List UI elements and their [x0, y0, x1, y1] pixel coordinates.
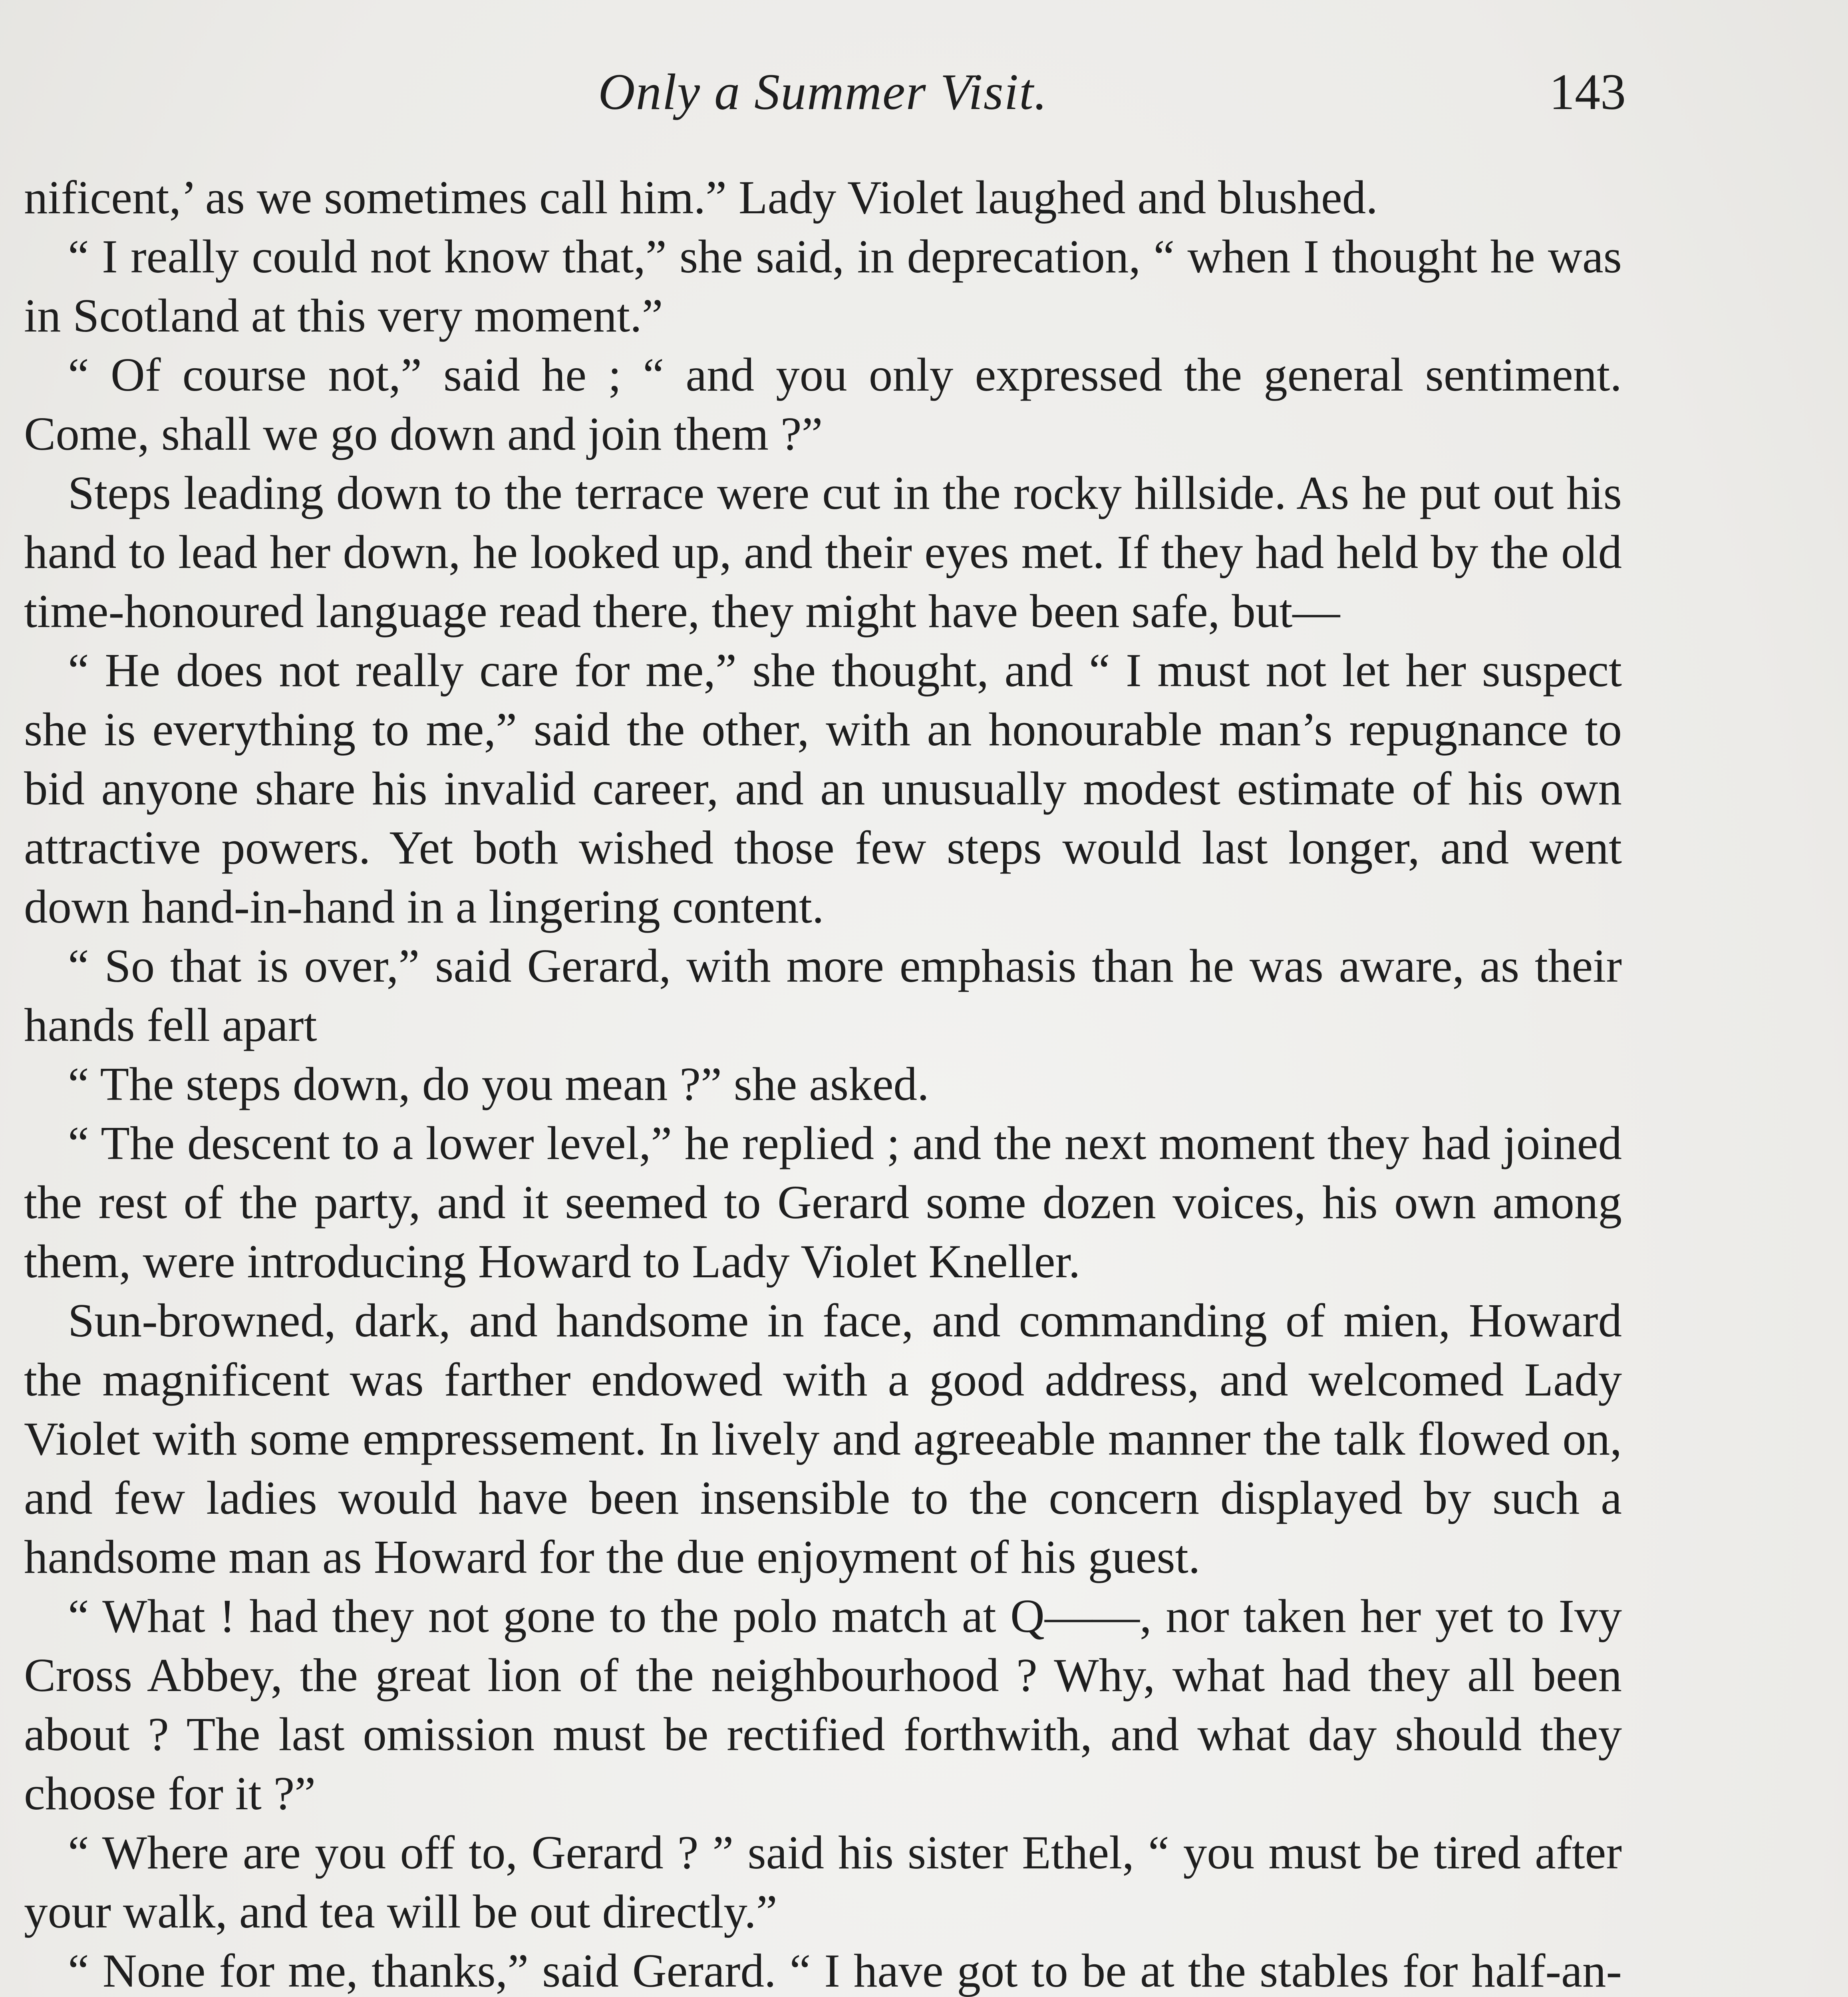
paragraph: “ The descent to a lower level,” he replied ; and the next moment they had joined the rest of the party, and it seemed to Gerard some dozen voices, his own among them, were introducing Howard to Lady Violet Kneller. — [24, 1117, 1622, 1288]
running-title: Only a Summer Visit. — [598, 64, 1048, 120]
body-text — [24, 168, 1622, 1997]
paragraph: nificent,’ as we sometimes call him.” Lady Violet laughed and blushed. — [24, 171, 1378, 224]
paragraph: “ The steps down, do you mean ?” she asked. — [68, 1058, 929, 1110]
paragraph: Sun-browned, dark, and handsome in face, and commanding of mien, Howard the magnificent was farther endowed with a good address, and welcomed Lady Violet with some empressement. In lively and agreeable manner the talk flowed on, and few ladies would have been insensible to the concern displayed by such a handsome man as Howard for the due enjoyment of his guest. — [24, 1294, 1622, 1583]
running-head — [24, 52, 1626, 140]
paragraph: Steps leading down to the terrace were cut in the rocky hillside. As he put out his hand to lead her down, he looked up, and their eyes met. If they had held by the old time-honoured language read there, they might have been safe, but— — [24, 466, 1622, 637]
page-number: 143 — [1549, 64, 1626, 120]
paragraph: “ Of course not,” said he ; “ and you only expressed the general sentiment. Come, shall we go down and join them ?” — [24, 348, 1622, 460]
paragraph: “ None for me, thanks,” said Gerard. “ I have got to be at the stables for half-an- — [68, 1944, 1622, 1997]
paragraph: “ I really could not know that,” she said, in deprecation, “ when I thought he was in Scotland at this very moment.” — [24, 230, 1622, 342]
paragraph: “ He does not really care for me,” she thought, and “ I must not let her suspect she is everything to me,” said the other, with an honourable man’s repugnance to bid anyone share his invalid career, and an unusually modest estimate of his own attractive powers. Yet both wished those few steps would last longer, and went down hand-in-hand in a lingering content. — [24, 644, 1622, 933]
paragraph: “ What ! had they not gone to the polo match at Q——, nor taken her yet to Ivy Cross Abbey, the great lion of the neighbourhood ? Why, what had they all been about ? The last omission must be rectified forthwith, and what day should they choose for it ?” — [24, 1590, 1622, 1820]
paragraph: “ Where are you off to, Gerard ? ” said his sister Ethel, “ you must be tired after your walk, and tea will be out directly.” — [24, 1826, 1622, 1938]
paragraph: “ So that is over,” said Gerard, with more emphasis than he was aware, as their hands fell apart — [24, 939, 1622, 1051]
